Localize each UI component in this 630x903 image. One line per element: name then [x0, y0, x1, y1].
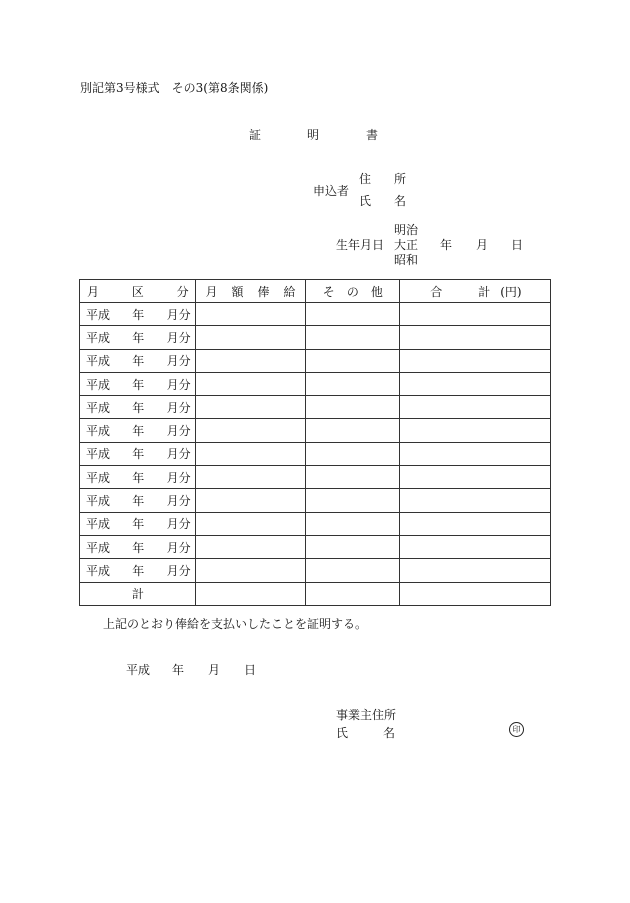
total-label: 計: [132, 587, 145, 602]
row-salary-cell[interactable]: [195, 396, 306, 419]
row-period-text: 年: [132, 400, 145, 415]
seal-mark: 印: [509, 722, 524, 737]
name-label-1: 氏: [359, 194, 372, 208]
row-total-cell[interactable]: [400, 349, 551, 372]
row-other-cell[interactable]: [306, 419, 400, 442]
row-period-text: 年: [132, 307, 145, 322]
row-period-text: 月分: [166, 470, 191, 485]
row-period-cell: [80, 372, 196, 395]
row-period-cell: [80, 512, 196, 535]
header-text: 額: [231, 284, 244, 299]
employer-address-label: 事業主住所: [336, 708, 397, 722]
row-period-label: [80, 539, 195, 556]
header-text: 合: [430, 284, 443, 299]
table-row: [80, 396, 551, 419]
row-period-text: 平成: [86, 424, 111, 439]
era-meiji: 明治: [394, 223, 419, 237]
row-other-cell[interactable]: [306, 372, 400, 395]
header-text: 他: [370, 284, 383, 299]
row-salary-cell[interactable]: [195, 466, 306, 489]
date-day-label: 日: [244, 663, 257, 677]
row-salary-cell[interactable]: [195, 303, 306, 326]
header-text: 分: [176, 284, 189, 299]
row-total-cell[interactable]: [400, 442, 551, 465]
header-text: 俸: [257, 284, 270, 299]
row-salary-cell[interactable]: [195, 535, 306, 558]
grand-total-cell[interactable]: [400, 582, 551, 605]
row-total-cell[interactable]: [400, 559, 551, 582]
header-text: 計: [478, 284, 491, 299]
header-text: 月: [87, 284, 100, 299]
row-salary-cell[interactable]: [195, 326, 306, 349]
row-period-label: [80, 306, 195, 323]
row-total-cell[interactable]: [400, 396, 551, 419]
row-total-cell[interactable]: [400, 419, 551, 442]
row-other-cell[interactable]: [306, 512, 400, 535]
total-other-cell[interactable]: [306, 582, 400, 605]
table-row: [80, 303, 551, 326]
row-period-cell: [80, 349, 196, 372]
table-row: [80, 349, 551, 372]
row-period-cell: [80, 326, 196, 349]
row-period-label: [80, 422, 195, 439]
row-period-text: 月分: [166, 400, 191, 415]
table-header-row: [80, 280, 551, 303]
title-char-1: 証: [249, 128, 262, 142]
row-salary-cell[interactable]: [195, 419, 306, 442]
header-text: の: [346, 284, 359, 299]
row-salary-cell[interactable]: [195, 442, 306, 465]
row-period-text: 月分: [166, 494, 191, 509]
title-char-3: 書: [366, 128, 379, 142]
header-text: 区: [131, 284, 144, 299]
address-label-1: 住: [359, 172, 372, 186]
row-period-label: [80, 376, 195, 393]
table-row: [80, 466, 551, 489]
certification-statement: 上記のとおり俸給を支払いしたことを証明する。: [103, 617, 368, 631]
row-salary-cell[interactable]: [195, 349, 306, 372]
date-era: 平成: [126, 663, 151, 677]
row-other-cell[interactable]: [306, 489, 400, 512]
table-row: [80, 512, 551, 535]
row-period-text: 月分: [166, 447, 191, 462]
row-period-text: 月分: [166, 354, 191, 369]
total-label-cell: [80, 582, 196, 605]
date-year-label: 年: [172, 663, 185, 677]
row-period-text: 平成: [86, 307, 111, 322]
row-period-text: 月分: [166, 517, 191, 532]
row-total-cell[interactable]: [400, 512, 551, 535]
row-period-label: [80, 492, 195, 509]
name-label-2: 名: [394, 194, 407, 208]
table-row: [80, 419, 551, 442]
table-row: [80, 372, 551, 395]
employer-name-label-1: 氏: [336, 726, 349, 740]
row-other-cell[interactable]: [306, 442, 400, 465]
header-monthly-salary: [195, 280, 306, 303]
table-row: [80, 489, 551, 512]
table-row: [80, 442, 551, 465]
table-row: [80, 559, 551, 582]
row-total-cell[interactable]: [400, 303, 551, 326]
row-period-text: 平成: [86, 470, 111, 485]
row-salary-cell[interactable]: [195, 489, 306, 512]
era-showa: 昭和: [394, 253, 419, 267]
row-period-text: 年: [132, 517, 145, 532]
row-period-text: 年: [132, 540, 145, 555]
header-month-category: [80, 280, 196, 303]
row-period-cell: [80, 535, 196, 558]
row-period-text: 月分: [166, 307, 191, 322]
row-period-text: 平成: [86, 400, 111, 415]
row-other-cell[interactable]: [306, 303, 400, 326]
birthdate-label: 生年月日: [336, 238, 385, 252]
row-total-cell[interactable]: [400, 326, 551, 349]
certification-table: [79, 279, 551, 606]
row-period-text: 月分: [166, 563, 191, 578]
row-total-cell[interactable]: [400, 372, 551, 395]
row-total-cell[interactable]: [400, 466, 551, 489]
row-period-text: 平成: [86, 517, 111, 532]
row-period-label: [80, 515, 195, 532]
birth-day-label: 日: [511, 238, 524, 252]
row-period-text: 平成: [86, 494, 111, 509]
row-salary-cell[interactable]: [195, 559, 306, 582]
date-month-label: 月: [208, 663, 221, 677]
table-row: [80, 326, 551, 349]
row-period-cell: [80, 559, 196, 582]
row-period-cell: [80, 419, 196, 442]
table-row: [80, 535, 551, 558]
table-total-row: [80, 582, 551, 605]
row-period-cell: [80, 396, 196, 419]
row-period-text: 年: [132, 377, 145, 392]
total-salary-cell[interactable]: [195, 582, 306, 605]
header-text: 給: [283, 284, 296, 299]
row-other-cell[interactable]: [306, 535, 400, 558]
applicant-label: 申込者: [313, 184, 350, 198]
row-period-label: [80, 445, 195, 462]
row-period-label: [80, 329, 195, 346]
row-period-text: 月分: [166, 330, 191, 345]
row-period-label: [80, 399, 195, 416]
row-period-text: 月分: [166, 424, 191, 439]
row-total-cell[interactable]: [400, 535, 551, 558]
row-period-text: 平成: [86, 354, 111, 369]
row-period-text: 年: [132, 494, 145, 509]
row-other-cell[interactable]: [306, 466, 400, 489]
birth-month-label: 月: [476, 238, 489, 252]
row-period-text: 平成: [86, 377, 111, 392]
row-period-text: 平成: [86, 330, 111, 345]
header-text: 月: [205, 284, 218, 299]
row-period-text: 年: [132, 447, 145, 462]
row-period-text: 月分: [166, 377, 191, 392]
row-period-text: 年: [132, 354, 145, 369]
row-period-text: 年: [132, 563, 145, 578]
row-period-text: 平成: [86, 447, 111, 462]
era-taisho: 大正: [394, 238, 419, 252]
header-other: [306, 280, 400, 303]
header-text: そ: [322, 284, 335, 299]
row-salary-cell[interactable]: [195, 372, 306, 395]
row-period-label: [80, 562, 195, 579]
header-text: (円): [500, 284, 522, 299]
row-period-cell: [80, 466, 196, 489]
row-period-label: [80, 469, 195, 486]
row-period-text: 平成: [86, 563, 111, 578]
row-period-text: 年: [132, 470, 145, 485]
row-other-cell[interactable]: [306, 326, 400, 349]
row-period-text: 平成: [86, 540, 111, 555]
address-label-2: 所: [394, 172, 407, 186]
row-period-text: 年: [132, 424, 145, 439]
row-period-cell: [80, 489, 196, 512]
employer-name-label-2: 名: [383, 726, 396, 740]
row-period-text: 月分: [166, 540, 191, 555]
row-other-cell[interactable]: [306, 349, 400, 372]
row-salary-cell[interactable]: [195, 512, 306, 535]
row-other-cell[interactable]: [306, 396, 400, 419]
header-total: [400, 280, 551, 303]
row-other-cell[interactable]: [306, 559, 400, 582]
row-period-cell: [80, 442, 196, 465]
row-period-label: [80, 352, 195, 369]
form-header: 別記第3号様式 その3(第8条関係): [80, 81, 269, 95]
title-char-2: 明: [307, 128, 320, 142]
birth-year-label: 年: [440, 238, 453, 252]
row-period-cell: [80, 303, 196, 326]
row-total-cell[interactable]: [400, 489, 551, 512]
row-period-text: 年: [132, 330, 145, 345]
